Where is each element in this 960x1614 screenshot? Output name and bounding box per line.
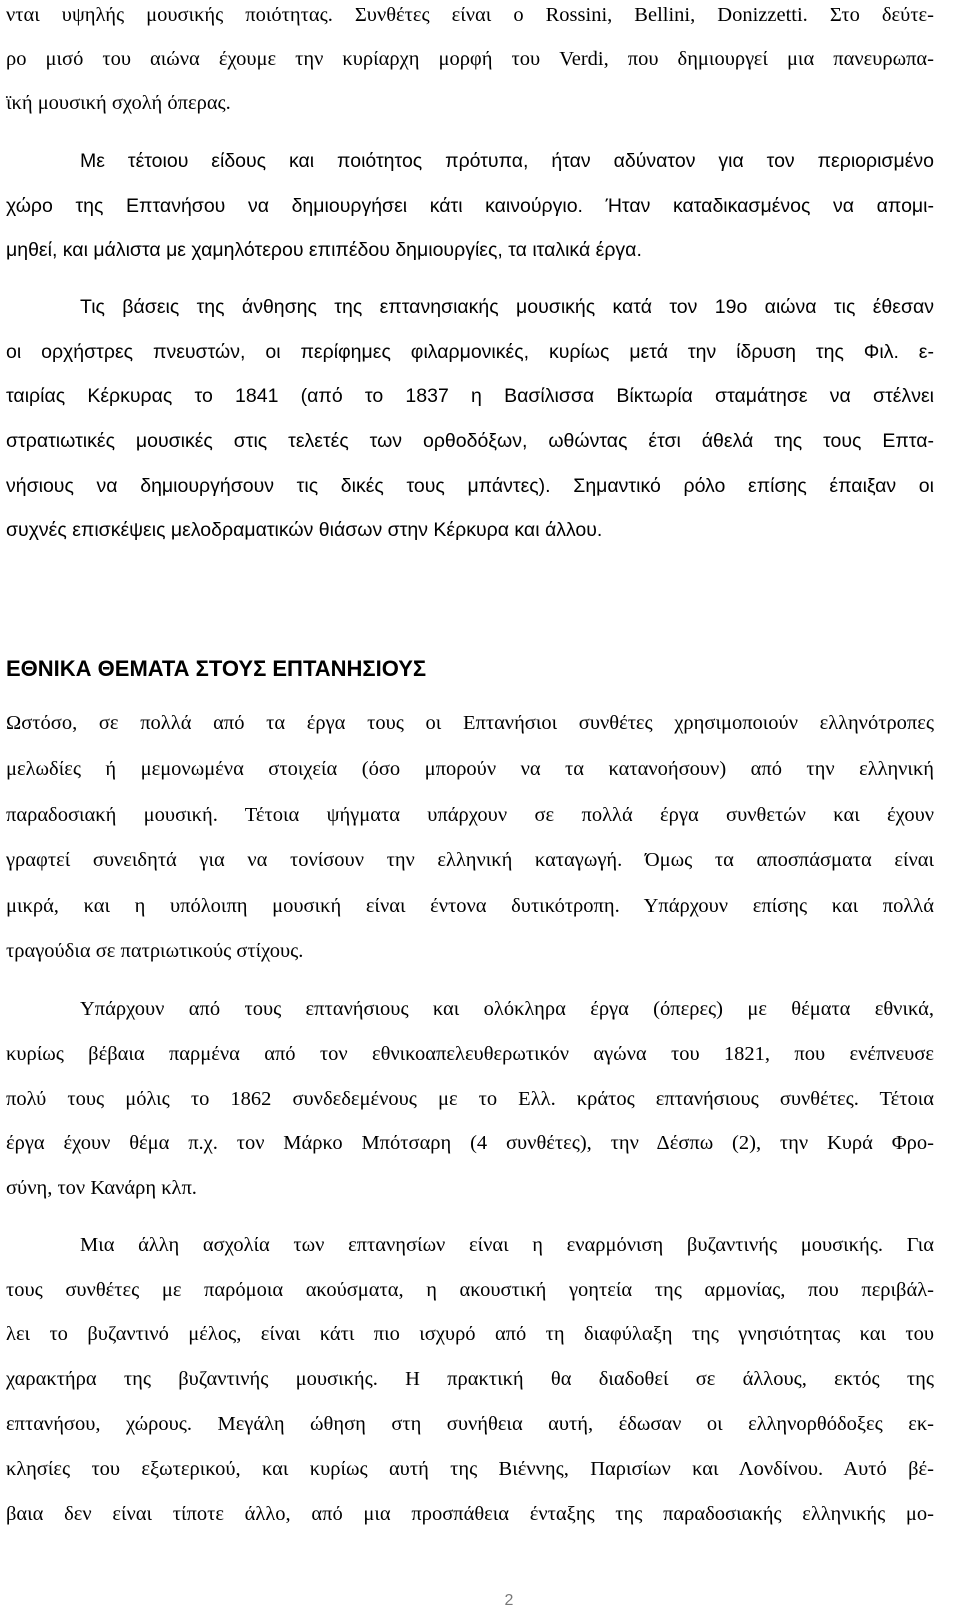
text-line: τους συνθέτες με παρόμοια ακούσματα, η ακουστική γοητεία της αρμονίας, που περιβάλ- bbox=[6, 1279, 934, 1301]
text-line: γραφτεί συνειδητά για να τονίσουν την ελληνική καταγωγή. Όμως τα αποσπάσματα είναι bbox=[6, 849, 934, 871]
text-line: μηθεί, και μάλιστα με χαμηλότερου επιπέδου δημιουργίες, τα ιταλικά έργα. bbox=[6, 239, 642, 261]
text-line: νήσιους να δημιουργήσουν τις δικές τους μπάντες). Σημαντικό ρόλο επίσης έπαιξαν οι bbox=[6, 475, 934, 497]
text-line: συχνές επισκέψεις μελοδραματικών θιάσων στην Κέρκυρα και άλλου. bbox=[6, 519, 603, 541]
text-line: επτανήσου, χώρους. Μεγάλη ώθηση στη συνήθεια αυτή, έδωσαν οι ελληνορθόδοξες εκ- bbox=[6, 1413, 934, 1435]
section-heading: ΕΘΝΙΚΑ ΘΕΜΑΤΑ ΣΤΟΥΣ ΕΠΤΑΝΗΣΙΟΥΣ bbox=[6, 656, 427, 681]
text-line: παραδοσιακή μουσική. Τέτοια ψήγματα υπάρχουν σε πολλά έργα συνθετών και έχουν bbox=[6, 804, 934, 826]
text-line: χώρο της Επτανήσου να δημιουργήσει κάτι καινούργιο. Ήταν καταδικασμένος να απομι- bbox=[6, 195, 934, 217]
page-number: 2 bbox=[504, 1592, 514, 1609]
text-line: Υπάρχουν από τους επτανήσιους και ολόκληρα έργα (όπερες) με θέματα εθνικά, bbox=[80, 998, 934, 1020]
text-line: στρατιωτικές μουσικές στις τελετές των ορθοδόξων, ωθώντας έτσι άθελά της τους Επτα- bbox=[6, 430, 934, 452]
text-line: ρο μισό του αιώνα έχουμε την κυρίαρχη μορφή του Verdi, που δημιουργεί μια πανευρωπα- bbox=[6, 48, 934, 70]
text-line: τραγούδια σε πατριωτικούς στίχους. bbox=[6, 940, 304, 962]
text-line: ϊκή μουσική σχολή όπερας. bbox=[6, 92, 231, 114]
text-line: νται υψηλής μουσικής ποιότητας. Συνθέτες είναι ο Rossini, Bellini, Donizzetti. Στο δεύτε- bbox=[6, 4, 934, 26]
text-line: ταιρίας Κέρκυρας το 1841 (από το 1837 η Βασίλισσα Βίκτωρία σταμάτησε να στέλνει bbox=[6, 385, 934, 407]
text-line: μελωδίες ή μεμονωμένα στοιχεία (όσο μπορούν να τα κατανοήσουν) από την ελληνική bbox=[6, 758, 934, 780]
text-line: λει το βυζαντινό μέλος, είναι κάτι πιο ισχυρό από τη διαφύλαξη της γνησιότητας και του bbox=[6, 1323, 934, 1345]
text-line: μικρά, και η υπόλοιπη μουσική είναι έντονα δυτικότροπη. Υπάρχουν επίσης και πολλά bbox=[6, 895, 934, 917]
text-line: κλησίες του εξωτερικού, και κυρίως αυτή της Βιέννης, Παρισίων και Λονδίνου. Αυτό βέ- bbox=[6, 1458, 934, 1480]
text-line: βαια δεν είναι τίποτε άλλο, από μια προσπάθεια ένταξης της παραδοσιακής ελληνικής μο- bbox=[6, 1503, 934, 1525]
text-line: έργα έχουν θέμα π.χ. τον Μάρκο Μπότσαρη (4 συνθέτες), την Δέσπω (2), την Κυρά Φρο- bbox=[6, 1132, 934, 1154]
text-line: σύνη, τον Κανάρη κλπ. bbox=[6, 1177, 197, 1199]
text-line: Μια άλλη ασχολία των επτανησίων είναι η εναρμόνιση βυζαντινής μουσικής. Για bbox=[80, 1234, 934, 1256]
text-line: χαρακτήρα της βυζαντινής μουσικής. Η πρακτική θα διαδοθεί σε άλλους, εκτός της bbox=[6, 1368, 934, 1390]
text-line: Τις βάσεις της άνθησης της επτανησιακής μουσικής κατά τον 19ο αιώνα τις έθεσαν bbox=[80, 296, 934, 318]
text-line: πολύ τους μόλις το 1862 συνδεδεμένους με το Ελλ. κράτος επτανήσιους συνθέτες. Τέτοια bbox=[6, 1088, 934, 1110]
text-line: Ωστόσο, σε πολλά από τα έργα τους οι Επτανήσιοι συνθέτες χρησιμοποιούν ελληνότροπες bbox=[6, 712, 934, 734]
text-line: κυρίως βέβαια παρμένα από τον εθνικοαπελευθερωτικόν αγώνα του 1821, που ενέπνευσε bbox=[6, 1043, 934, 1065]
text-line: οι ορχήστρες πνευστών, οι περίφημες φιλαρμονικές, κυρίως μετά την ίδρυση της Φιλ. ε- bbox=[6, 341, 934, 363]
text-line: Με τέτοιου είδους και ποιότητος πρότυπα, ήταν αδύνατον για τον περιορισμένο bbox=[80, 150, 934, 172]
